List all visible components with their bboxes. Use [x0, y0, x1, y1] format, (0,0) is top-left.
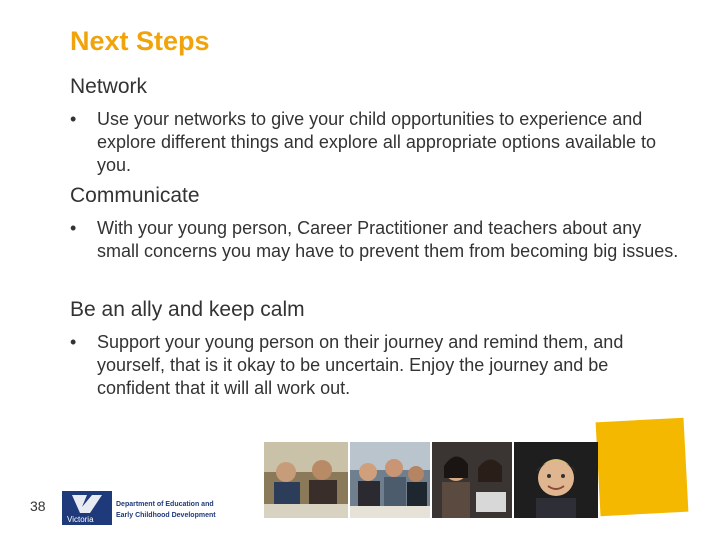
section-heading-ally: Be an ally and keep calm	[70, 298, 305, 321]
page-number: 38	[30, 498, 46, 514]
section-heading-communicate: Communicate	[70, 184, 200, 207]
victoria-logo	[62, 491, 222, 525]
photo-group-study	[350, 442, 430, 518]
bullet-marker: •	[70, 218, 77, 238]
accent-square	[596, 418, 689, 516]
bullet-network	[70, 108, 680, 177]
photo-smiling-teen	[514, 442, 598, 518]
bullet-communicate	[70, 217, 680, 263]
bullet-marker: •	[70, 332, 77, 352]
slide-title: Next Steps	[70, 26, 210, 56]
bullet-ally	[70, 331, 680, 400]
logo-brand-text: Victoria	[67, 515, 94, 524]
bullet-marker: •	[70, 109, 77, 129]
logo-line-2: Early Childhood Development	[116, 512, 216, 519]
bullet-text: Use your networks to give your child opportunities to experience and explore different things and explore all appropriate options available to you.	[97, 109, 657, 175]
bullet-text: Support your young person on their journey and remind them, and yourself, that is it okay to be uncertain. Enjoy the journey and be confident that it will all work out.	[97, 332, 624, 398]
section-heading-network: Network	[70, 75, 148, 98]
photo-students-laptop	[432, 442, 512, 518]
logo-line-1: Department of Education and	[116, 501, 214, 508]
photo-classroom-students	[264, 442, 348, 518]
bullet-text: With your young person, Career Practitioner and teachers about any small concerns you may have to prevent them from becoming big issues.	[97, 218, 679, 261]
